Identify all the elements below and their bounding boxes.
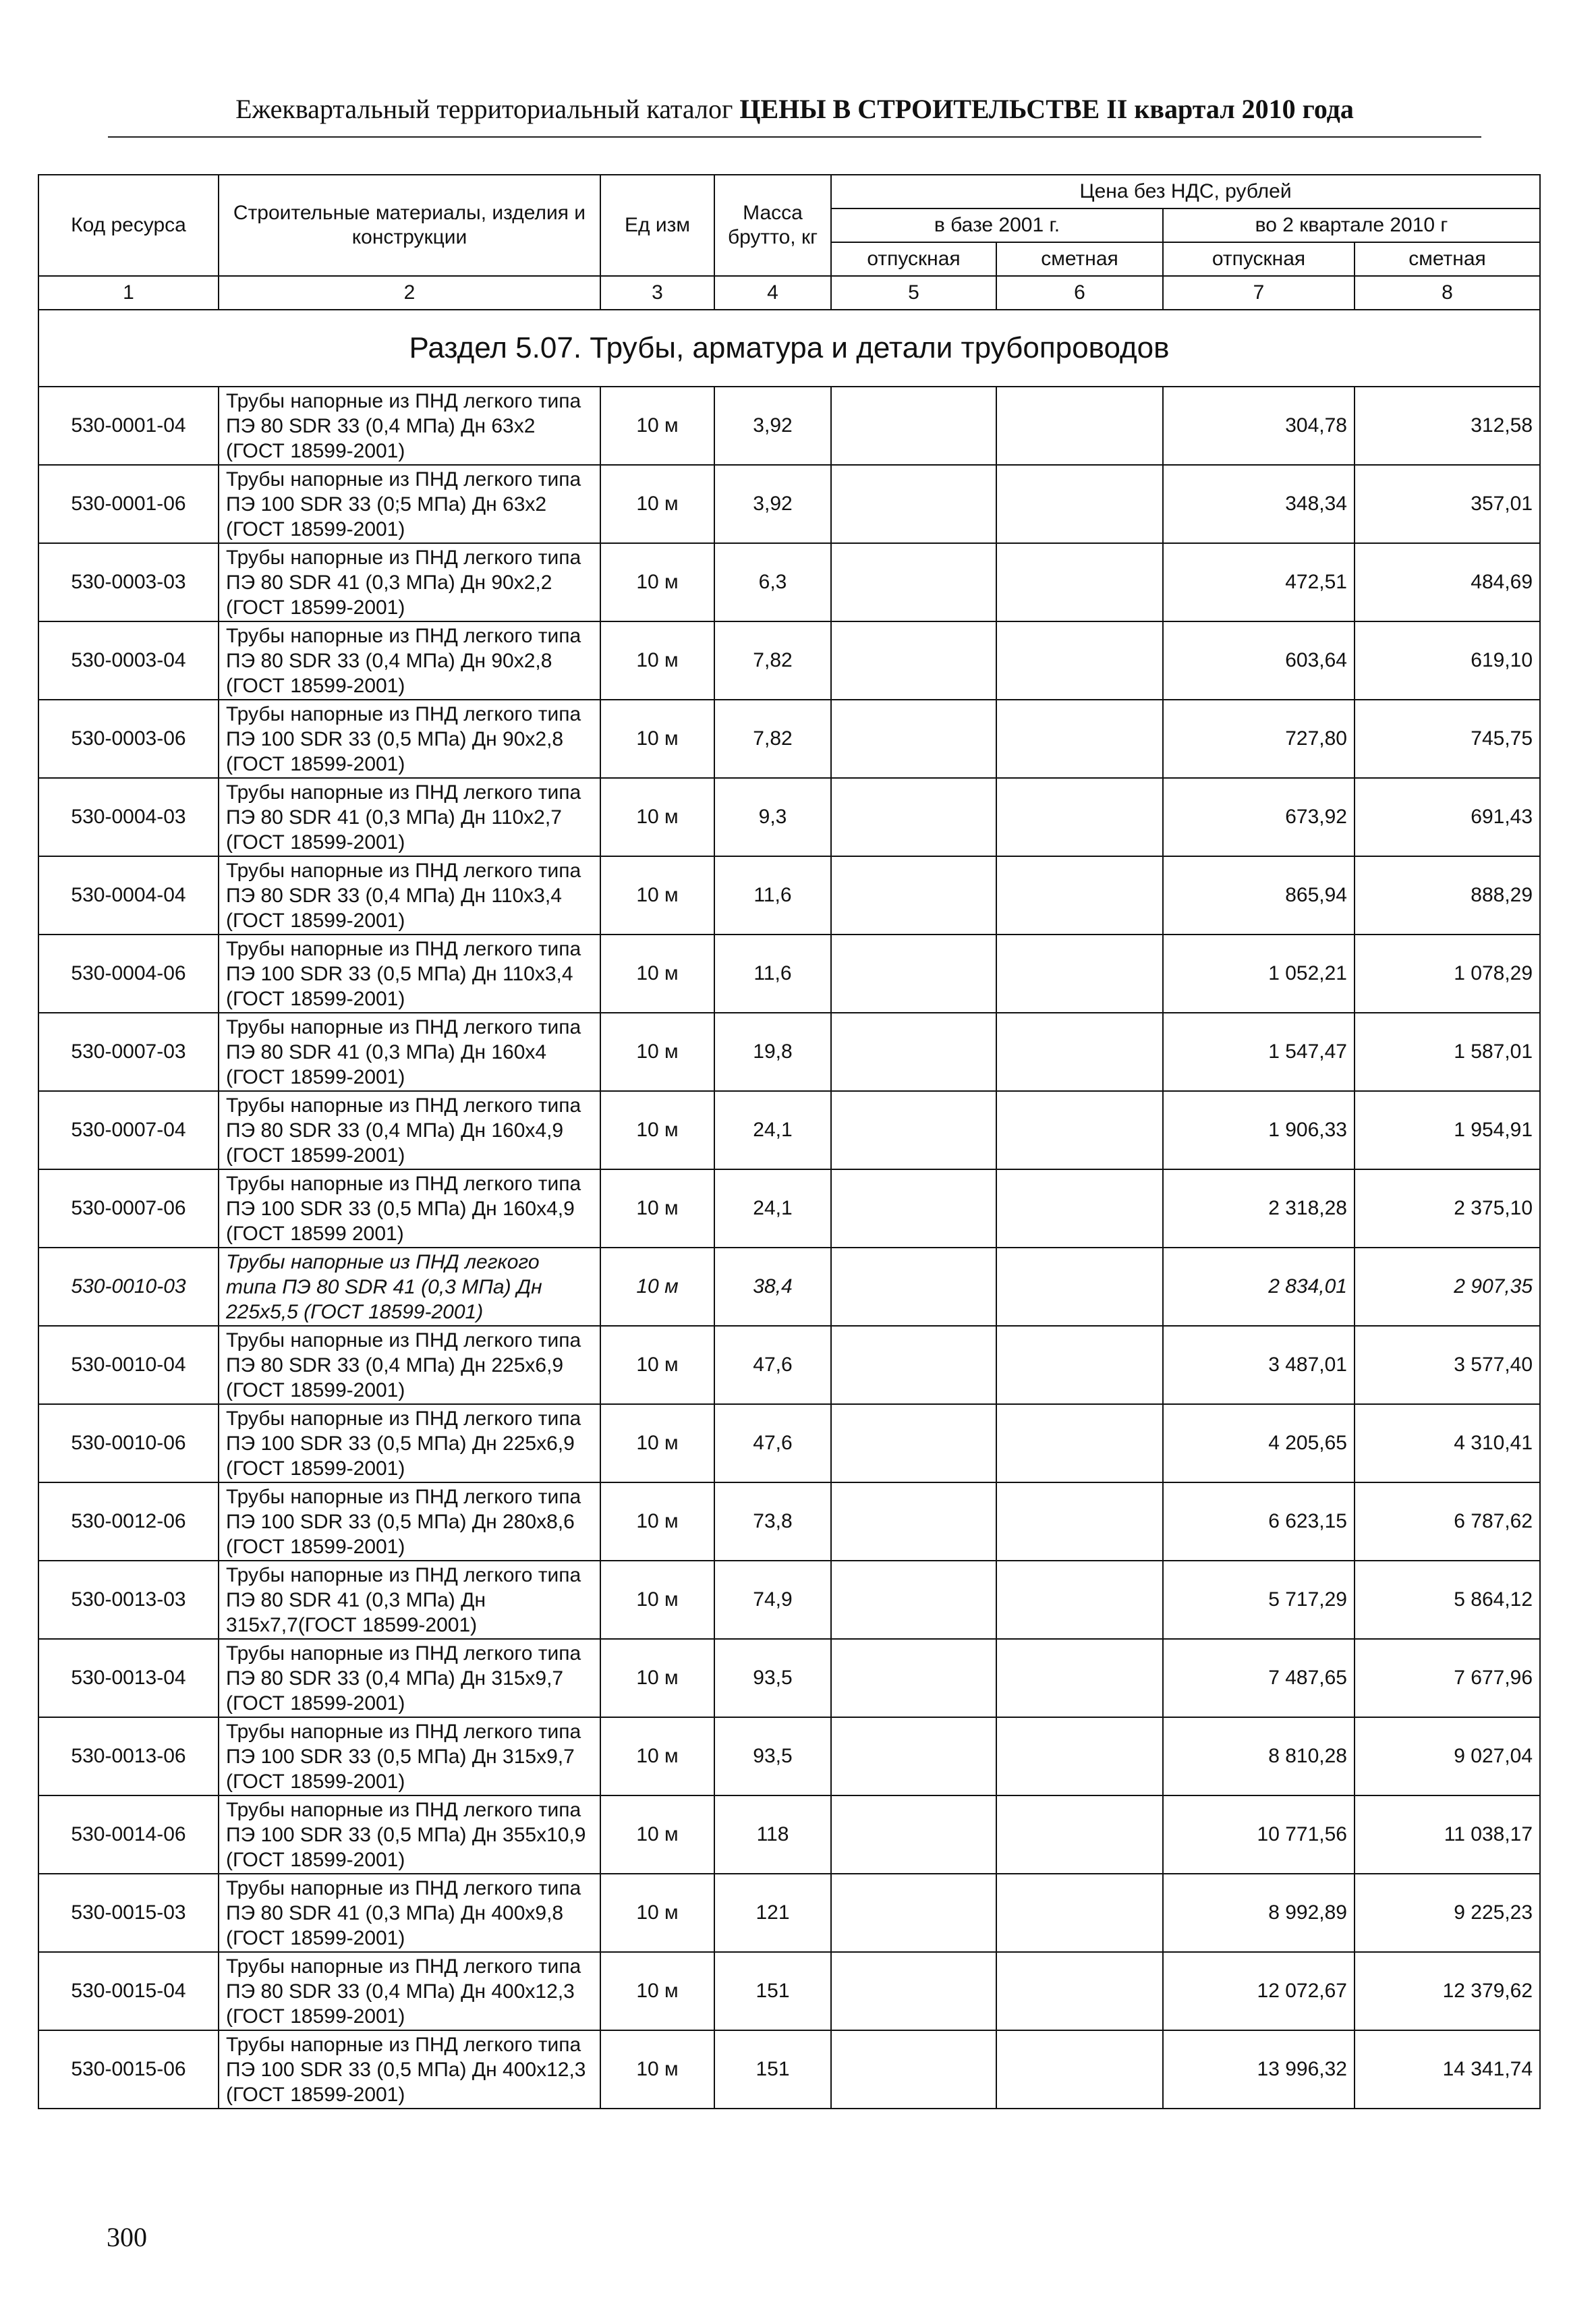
material-name: Трубы напорные из ПНД легкого типа ПЭ 100 SDR 33 (0,5 МПа) Дн 400х12,3 (ГОСТ 18599-2001) xyxy=(219,2030,600,2109)
price-base-release xyxy=(831,856,996,935)
price-q2-release: 8 992,89 xyxy=(1163,1874,1355,1952)
price-q2-release: 865,94 xyxy=(1163,856,1355,935)
price-base-release xyxy=(831,2030,996,2109)
price-q2-release: 5 717,29 xyxy=(1163,1561,1355,1639)
col-header-base2001: в базе 2001 г. xyxy=(831,208,1163,242)
price-q2-release: 673,92 xyxy=(1163,778,1355,856)
table-row xyxy=(38,1013,1540,1091)
price-q2-release: 8 810,28 xyxy=(1163,1717,1355,1795)
table-row xyxy=(38,1717,1540,1795)
price-base-estimate xyxy=(996,465,1163,543)
col-number: 2 xyxy=(219,276,600,310)
gross-mass: 73,8 xyxy=(714,1482,831,1561)
col-number: 3 xyxy=(600,276,714,310)
unit: 10 м xyxy=(600,465,714,543)
price-q2-release: 13 996,32 xyxy=(1163,2030,1355,2109)
table-row xyxy=(38,1326,1540,1404)
material-name: Трубы напорные из ПНД легкого типа ПЭ 100 SDR 33 (0,5 МПа) Дн 225х6,9 (ГОСТ 18599-2001) xyxy=(219,1404,600,1482)
resource-code: 530-0004-06 xyxy=(38,935,219,1013)
unit: 10 м xyxy=(600,700,714,778)
price-q2-estimate: 12 379,62 xyxy=(1355,1952,1540,2030)
price-base-estimate xyxy=(996,1248,1163,1326)
price-base-estimate xyxy=(996,387,1163,465)
price-q2-estimate: 3 577,40 xyxy=(1355,1326,1540,1404)
price-base-release xyxy=(831,387,996,465)
gross-mass: 47,6 xyxy=(714,1326,831,1404)
material-name: Трубы напорные из ПНД легкого типа ПЭ 100 SDR 33 (0,5 МПа) Дн 315х9,7 (ГОСТ 18599-2001) xyxy=(219,1717,600,1795)
price-q2-estimate: 1 078,29 xyxy=(1355,935,1540,1013)
material-name: Трубы напорные из ПНД легкого типа ПЭ 100 SDR 33 (0,5 МПа) Дн 280х8,6 (ГОСТ 18599-2001) xyxy=(219,1482,600,1561)
col-header-q2-estimate: сметная xyxy=(1355,242,1540,276)
price-base-estimate xyxy=(996,1795,1163,1874)
price-base-release xyxy=(831,1561,996,1639)
resource-code: 530-0001-04 xyxy=(38,387,219,465)
price-q2-release: 10 771,56 xyxy=(1163,1795,1355,1874)
table-row xyxy=(38,935,1540,1013)
material-name: Трубы напорные из ПНД легкого типа ПЭ 100 SDR 33 (0,5 МПа) Дн 110х3,4 (ГОСТ 18599-2001) xyxy=(219,935,600,1013)
price-base-release xyxy=(831,1874,996,1952)
price-base-estimate xyxy=(996,1482,1163,1561)
price-base-release xyxy=(831,465,996,543)
price-base-estimate xyxy=(996,621,1163,700)
price-q2-release: 4 205,65 xyxy=(1163,1404,1355,1482)
price-q2-estimate: 312,58 xyxy=(1355,387,1540,465)
table-row xyxy=(38,1639,1540,1717)
price-base-release xyxy=(831,1795,996,1874)
col-header-q2-release: отпускная xyxy=(1163,242,1355,276)
unit: 10 м xyxy=(600,1248,714,1326)
unit: 10 м xyxy=(600,1169,714,1248)
unit: 10 м xyxy=(600,1795,714,1874)
gross-mass: 19,8 xyxy=(714,1013,831,1091)
table-row xyxy=(38,465,1540,543)
table-row xyxy=(38,387,1540,465)
price-q2-estimate: 7 677,96 xyxy=(1355,1639,1540,1717)
section-title: Раздел 5.07. Трубы, арматура и детали трубопроводов xyxy=(38,310,1540,387)
gross-mass: 24,1 xyxy=(714,1169,831,1248)
price-q2-release: 727,80 xyxy=(1163,700,1355,778)
resource-code: 530-0010-03 xyxy=(38,1248,219,1326)
price-q2-release: 1 547,47 xyxy=(1163,1013,1355,1091)
table-row xyxy=(38,2030,1540,2109)
table-row xyxy=(38,1482,1540,1561)
price-base-release xyxy=(831,1091,996,1169)
price-q2-estimate: 11 038,17 xyxy=(1355,1795,1540,1874)
table-row xyxy=(38,1874,1540,1952)
resource-code: 530-0007-03 xyxy=(38,1013,219,1091)
unit: 10 м xyxy=(600,2030,714,2109)
unit: 10 м xyxy=(600,1013,714,1091)
price-q2-release: 2 834,01 xyxy=(1163,1248,1355,1326)
price-base-release xyxy=(831,1639,996,1717)
price-base-estimate xyxy=(996,2030,1163,2109)
table-row xyxy=(38,856,1540,935)
price-q2-estimate: 2 375,10 xyxy=(1355,1169,1540,1248)
price-base-estimate xyxy=(996,700,1163,778)
resource-code: 530-0003-04 xyxy=(38,621,219,700)
material-name: Трубы напорные из ПНД легкого типа ПЭ 100 SDR 33 (0,5 МПа) Дн 160х4,9 (ГОСТ 18599 2001) xyxy=(219,1169,600,1248)
price-base-release xyxy=(831,778,996,856)
material-name: Трубы напорные из ПНД легкого типа ПЭ 100 SDR 33 (0,5 МПа) Дн 355х10,9 (ГОСТ 18599-2001) xyxy=(219,1795,600,1874)
gross-mass: 11,6 xyxy=(714,856,831,935)
resource-code: 530-0015-06 xyxy=(38,2030,219,2109)
price-base-estimate xyxy=(996,1091,1163,1169)
col-header-code: Код ресурса xyxy=(38,175,219,276)
material-name: Трубы напорные из ПНД легкого типа ПЭ 100 SDR 33 (0,5 МПа) Дн 90х2,8 (ГОСТ 18599-2001) xyxy=(219,700,600,778)
price-q2-release: 6 623,15 xyxy=(1163,1482,1355,1561)
price-base-estimate xyxy=(996,778,1163,856)
price-base-estimate xyxy=(996,935,1163,1013)
unit: 10 м xyxy=(600,1091,714,1169)
unit: 10 м xyxy=(600,1639,714,1717)
material-name: Трубы напорные из ПНД легкого типа ПЭ 100 SDR 33 (0;5 МПа) Дн 63х2 (ГОСТ 18599-2001) xyxy=(219,465,600,543)
price-base-estimate xyxy=(996,543,1163,621)
price-q2-estimate: 14 341,74 xyxy=(1355,2030,1540,2109)
material-name: Трубы напорные из ПНД легкого типа ПЭ 80 SDR 33 (0,4 МПа) Дн 63х2 (ГОСТ 18599-2001) xyxy=(219,387,600,465)
col-number: 7 xyxy=(1163,276,1355,310)
gross-mass: 38,4 xyxy=(714,1248,831,1326)
price-base-release xyxy=(831,621,996,700)
unit: 10 м xyxy=(600,778,714,856)
resource-code: 530-0003-06 xyxy=(38,700,219,778)
table-row xyxy=(38,1561,1540,1639)
resource-code: 530-0010-04 xyxy=(38,1326,219,1404)
price-base-release xyxy=(831,1013,996,1091)
price-q2-release: 2 318,28 xyxy=(1163,1169,1355,1248)
header-rule xyxy=(108,136,1481,138)
material-name: Трубы напорные из ПНД легкого типа ПЭ 80 SDR 41 (0,3 МПа) Дн 110х2,7 (ГОСТ 18599-2001) xyxy=(219,778,600,856)
col-header-base-estimate: сметная xyxy=(996,242,1163,276)
price-q2-estimate: 484,69 xyxy=(1355,543,1540,621)
resource-code: 530-0015-03 xyxy=(38,1874,219,1952)
resource-code: 530-0015-04 xyxy=(38,1952,219,2030)
header-prefix: Ежеквартальный территориальный каталог xyxy=(235,94,733,124)
gross-mass: 93,5 xyxy=(714,1639,831,1717)
col-number: 6 xyxy=(996,276,1163,310)
table-row xyxy=(38,1952,1540,2030)
material-name: Трубы напорные из ПНД легкого типа ПЭ 80 SDR 33 (0,4 МПа) Дн 400х12,3 (ГОСТ 18599-2001) xyxy=(219,1952,600,2030)
price-base-release xyxy=(831,1169,996,1248)
table-row xyxy=(38,1091,1540,1169)
material-name: Трубы напорные из ПНД легкого типа ПЭ 80 SDR 41 (0,3 МПа) Дн 225х5,5 (ГОСТ 18599-2001) xyxy=(219,1248,600,1326)
price-base-release xyxy=(831,700,996,778)
unit: 10 м xyxy=(600,856,714,935)
col-header-name: Строительные материалы, изделия и конструкции xyxy=(219,175,600,276)
price-q2-release: 3 487,01 xyxy=(1163,1326,1355,1404)
price-q2-estimate: 5 864,12 xyxy=(1355,1561,1540,1639)
material-name: Трубы напорные из ПНД легкого типа ПЭ 80 SDR 33 (0,4 МПа) Дн 225х6,9 (ГОСТ 18599-2001) xyxy=(219,1326,600,1404)
price-q2-estimate: 4 310,41 xyxy=(1355,1404,1540,1482)
price-q2-estimate: 619,10 xyxy=(1355,621,1540,700)
price-q2-estimate: 1 587,01 xyxy=(1355,1013,1540,1091)
col-number: 4 xyxy=(714,276,831,310)
resource-code: 530-0007-04 xyxy=(38,1091,219,1169)
price-base-release xyxy=(831,1404,996,1482)
price-base-release xyxy=(831,1717,996,1795)
price-q2-release: 7 487,65 xyxy=(1163,1639,1355,1717)
unit: 10 м xyxy=(600,1717,714,1795)
price-q2-release: 1 052,21 xyxy=(1163,935,1355,1013)
material-name: Трубы напорные из ПНД легкого типа ПЭ 80 SDR 33 (0,4 МПа) Дн 160х4,9 (ГОСТ 18599-2001) xyxy=(219,1091,600,1169)
gross-mass: 9,3 xyxy=(714,778,831,856)
price-q2-estimate: 691,43 xyxy=(1355,778,1540,856)
gross-mass: 7,82 xyxy=(714,700,831,778)
resource-code: 530-0007-06 xyxy=(38,1169,219,1248)
resource-code: 530-0004-04 xyxy=(38,856,219,935)
price-q2-release: 603,64 xyxy=(1163,621,1355,700)
unit: 10 м xyxy=(600,1404,714,1482)
resource-code: 530-0013-03 xyxy=(38,1561,219,1639)
price-base-estimate xyxy=(996,856,1163,935)
unit: 10 м xyxy=(600,387,714,465)
price-q2-estimate: 357,01 xyxy=(1355,465,1540,543)
col-header-base-release: отпускная xyxy=(831,242,996,276)
price-q2-release: 1 906,33 xyxy=(1163,1091,1355,1169)
table-row xyxy=(38,1169,1540,1248)
price-q2-release: 348,34 xyxy=(1163,465,1355,543)
resource-code: 530-0013-06 xyxy=(38,1717,219,1795)
gross-mass: 6,3 xyxy=(714,543,831,621)
unit: 10 м xyxy=(600,621,714,700)
unit: 10 м xyxy=(600,543,714,621)
col-header-unit: Ед изм xyxy=(600,175,714,276)
gross-mass: 118 xyxy=(714,1795,831,1874)
price-q2-release: 472,51 xyxy=(1163,543,1355,621)
resource-code: 530-0001-06 xyxy=(38,465,219,543)
table-row xyxy=(38,1795,1540,1874)
gross-mass: 74,9 xyxy=(714,1561,831,1639)
price-base-estimate xyxy=(996,1326,1163,1404)
gross-mass: 93,5 xyxy=(714,1717,831,1795)
resource-code: 530-0003-03 xyxy=(38,543,219,621)
resource-code: 530-0004-03 xyxy=(38,778,219,856)
unit: 10 м xyxy=(600,1561,714,1639)
price-base-estimate xyxy=(996,1952,1163,2030)
unit: 10 м xyxy=(600,1482,714,1561)
price-base-estimate xyxy=(996,1169,1163,1248)
col-number: 1 xyxy=(38,276,219,310)
gross-mass: 24,1 xyxy=(714,1091,831,1169)
col-number: 8 xyxy=(1355,276,1540,310)
price-base-estimate xyxy=(996,1013,1163,1091)
gross-mass: 151 xyxy=(714,2030,831,2109)
column-number-row xyxy=(38,276,1540,310)
price-base-estimate xyxy=(996,1561,1163,1639)
gross-mass: 47,6 xyxy=(714,1404,831,1482)
price-table xyxy=(38,174,1541,2109)
resource-code: 530-0014-06 xyxy=(38,1795,219,1874)
price-base-release xyxy=(831,1248,996,1326)
price-base-estimate xyxy=(996,1717,1163,1795)
price-base-release xyxy=(831,1482,996,1561)
col-number: 5 xyxy=(831,276,996,310)
price-base-estimate xyxy=(996,1639,1163,1717)
page-number: 300 xyxy=(107,2222,147,2252)
section-row xyxy=(38,310,1540,387)
price-q2-estimate: 745,75 xyxy=(1355,700,1540,778)
price-q2-estimate: 6 787,62 xyxy=(1355,1482,1540,1561)
table-row xyxy=(38,543,1540,621)
price-q2-estimate: 1 954,91 xyxy=(1355,1091,1540,1169)
resource-code: 530-0012-06 xyxy=(38,1482,219,1561)
gross-mass: 151 xyxy=(714,1952,831,2030)
table-row xyxy=(38,778,1540,856)
header-title: ЦЕНЫ В СТРОИТЕЛЬСТВЕ II квартал 2010 года xyxy=(739,94,1354,124)
gross-mass: 11,6 xyxy=(714,935,831,1013)
gross-mass: 3,92 xyxy=(714,465,831,543)
table-row xyxy=(38,700,1540,778)
price-base-release xyxy=(831,935,996,1013)
material-name: Трубы напорные из ПНД легкого типа ПЭ 80 SDR 41 (0,3 МПа) Дн 315х7,7(ГОСТ 18599-2001) xyxy=(219,1561,600,1639)
price-q2-estimate: 9 225,23 xyxy=(1355,1874,1540,1952)
material-name: Трубы напорные из ПНД легкого типа ПЭ 80 SDR 33 (0,4 МПа) Дн 315х9,7 (ГОСТ 18599-2001) xyxy=(219,1639,600,1717)
material-name: Трубы напорные из ПНД легкого типа ПЭ 80 SDR 41 (0,3 МПа) Дн 160х4 (ГОСТ 18599-2001) xyxy=(219,1013,600,1091)
material-name: Трубы напорные из ПНД легкого типа ПЭ 80 SDR 33 (0,4 МПа) Дн 90х2,8 (ГОСТ 18599-2001) xyxy=(219,621,600,700)
price-base-release xyxy=(831,1952,996,2030)
material-name: Трубы напорные из ПНД легкого типа ПЭ 80 SDR 41 (0,3 МПа) Дн 400х9,8 (ГОСТ 18599-2001) xyxy=(219,1874,600,1952)
col-header-q2-2010: во 2 квартале 2010 г xyxy=(1163,208,1540,242)
price-base-release xyxy=(831,1326,996,1404)
gross-mass: 121 xyxy=(714,1874,831,1952)
price-q2-release: 304,78 xyxy=(1163,387,1355,465)
resource-code: 530-0013-04 xyxy=(38,1639,219,1717)
price-q2-estimate: 9 027,04 xyxy=(1355,1717,1540,1795)
table-row xyxy=(38,621,1540,700)
gross-mass: 7,82 xyxy=(714,621,831,700)
resource-code: 530-0010-06 xyxy=(38,1404,219,1482)
price-base-estimate xyxy=(996,1874,1163,1952)
price-q2-estimate: 2 907,35 xyxy=(1355,1248,1540,1326)
catalog-header xyxy=(108,93,1481,125)
unit: 10 м xyxy=(600,935,714,1013)
unit: 10 м xyxy=(600,1326,714,1404)
price-q2-release: 12 072,67 xyxy=(1163,1952,1355,2030)
table-row xyxy=(38,1404,1540,1482)
price-q2-estimate: 888,29 xyxy=(1355,856,1540,935)
price-base-release xyxy=(831,543,996,621)
price-base-estimate xyxy=(996,1404,1163,1482)
col-header-price: Цена без НДС, рублей xyxy=(831,175,1540,208)
col-header-mass: Масса брутто, кг xyxy=(714,175,831,276)
material-name: Трубы напорные из ПНД легкого типа ПЭ 80 SDR 33 (0,4 МПа) Дн 110х3,4 (ГОСТ 18599-2001) xyxy=(219,856,600,935)
material-name: Трубы напорные из ПНД легкого типа ПЭ 80 SDR 41 (0,3 МПа) Дн 90х2,2 (ГОСТ 18599-2001) xyxy=(219,543,600,621)
unit: 10 м xyxy=(600,1874,714,1952)
unit: 10 м xyxy=(600,1952,714,2030)
table-row xyxy=(38,1248,1540,1326)
gross-mass: 3,92 xyxy=(714,387,831,465)
